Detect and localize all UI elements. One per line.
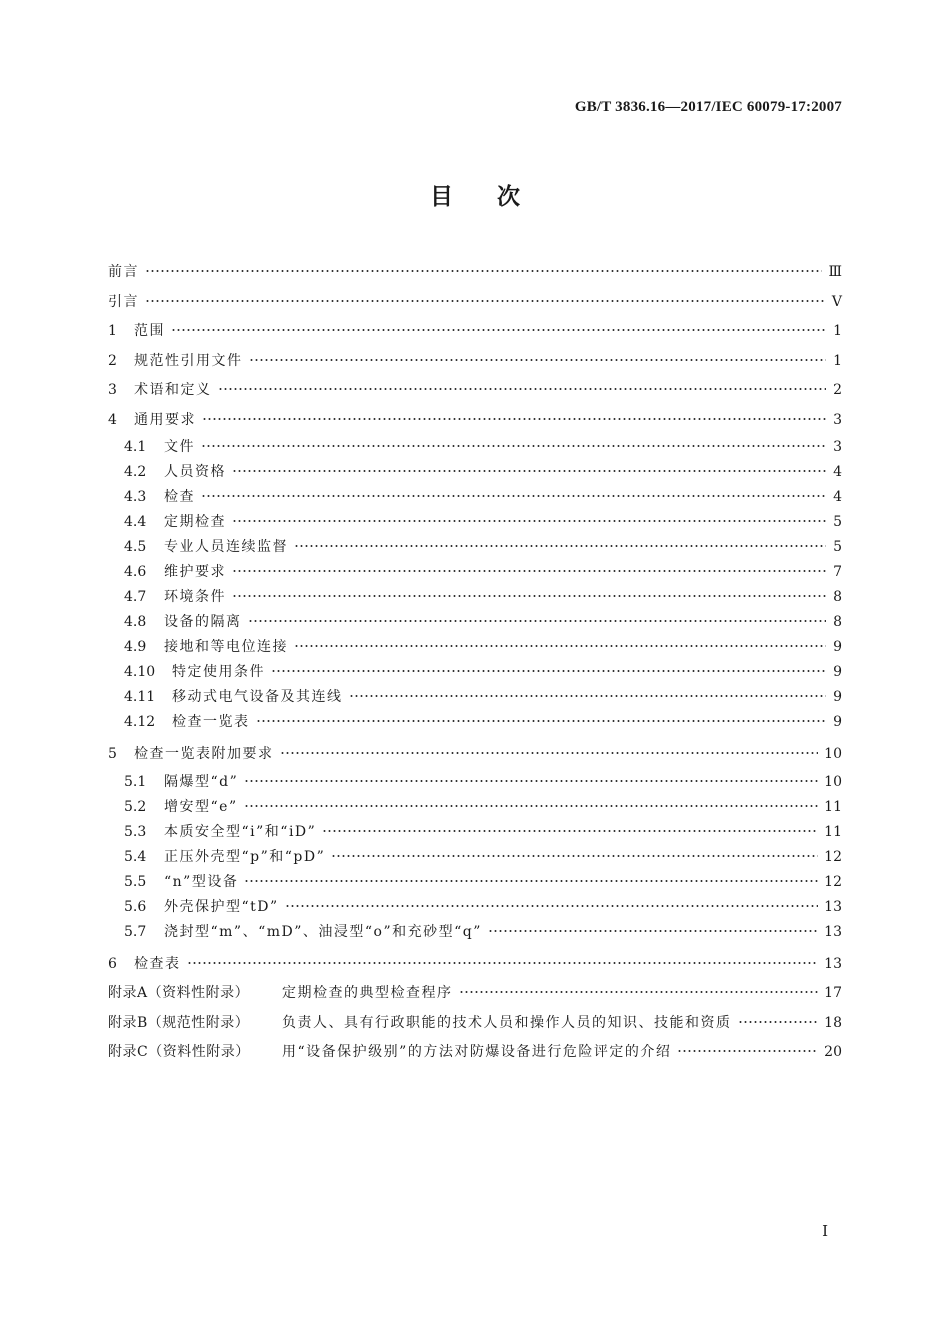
- toc-entry-page: 9: [833, 639, 842, 655]
- toc-entry[interactable]: [108, 895, 842, 920]
- toc-entry[interactable]: [108, 660, 842, 685]
- toc-entry-title: 通用要求: [134, 411, 196, 428]
- toc-entry-number: 4: [108, 411, 117, 428]
- toc-entry-number: 4.4: [124, 514, 147, 530]
- toc-dot-leader: [349, 695, 827, 697]
- toc-entry-page: 12: [824, 848, 842, 865]
- toc-entry[interactable]: [108, 376, 842, 406]
- toc-entry-title: 范围: [134, 323, 165, 339]
- page-title: 目次: [430, 184, 564, 210]
- toc-entry-page: 11: [824, 798, 842, 815]
- toc-entry-number: 5.6: [124, 898, 147, 915]
- toc-entry-number: 5.2: [124, 798, 147, 815]
- toc-dot-leader: [145, 300, 826, 302]
- toc-entry[interactable]: [108, 317, 842, 347]
- toc-dot-leader: [249, 359, 827, 361]
- toc-entry-page: 9: [833, 664, 842, 680]
- toc-entry-title: 特定使用条件: [172, 664, 265, 680]
- toc-entry[interactable]: [108, 510, 842, 535]
- toc-dot-leader: [256, 720, 827, 722]
- toc-entry-page: 11: [824, 823, 842, 840]
- toc-entry[interactable]: [108, 920, 842, 945]
- toc-entry-page: 10: [824, 773, 842, 790]
- toc-entry-page: Ⅴ: [831, 293, 842, 310]
- toc-entry-page: 8: [833, 589, 842, 605]
- toc-dot-leader: [244, 880, 818, 882]
- toc-entry-title: 人员资格: [164, 464, 226, 480]
- toc-entry-page: 4: [833, 464, 842, 480]
- toc-entry-number: 4.10: [124, 664, 156, 680]
- toc-entry[interactable]: [108, 406, 842, 436]
- toc-entry[interactable]: [108, 820, 842, 845]
- toc-entry-title: 检查一览表: [172, 714, 250, 730]
- toc-entry-title: 专业人员连续监督: [164, 539, 288, 555]
- toc-dot-leader: [202, 418, 826, 420]
- toc-entry-title: 外壳保护型“tD”: [164, 898, 279, 915]
- toc-entry-title: 隔爆型“d”: [164, 773, 239, 790]
- toc-dot-leader: [232, 570, 826, 572]
- toc-entry-title: 负责人、具有行政职能的技术人员和操作人员的知识、技能和资质: [282, 1014, 732, 1031]
- toc-entry[interactable]: [108, 485, 842, 510]
- toc-entry-page: 5: [833, 539, 842, 555]
- toc-entry-page: 2: [833, 382, 842, 398]
- toc-appendix-entry[interactable]: [108, 1009, 842, 1039]
- toc-entry[interactable]: [108, 347, 842, 377]
- toc-entry-number: 5.5: [124, 873, 147, 890]
- toc-entry-title: 环境条件: [164, 589, 226, 605]
- toc-entry[interactable]: [108, 535, 842, 560]
- toc-entry-number: 4.5: [124, 539, 147, 555]
- toc-dot-leader: [187, 962, 819, 964]
- toc-entry-page: 7: [833, 564, 842, 580]
- toc-entry-page: 20: [824, 1044, 842, 1060]
- toc-entry-page: 1: [833, 323, 842, 339]
- toc-entry-number: 4.12: [124, 714, 156, 730]
- toc-entry[interactable]: [108, 460, 842, 485]
- toc-dot-leader: [244, 805, 819, 807]
- toc-entry-page: 18: [824, 1014, 842, 1031]
- toc-entry-number: 4.9: [124, 639, 147, 655]
- toc-entry-number: 4.6: [124, 564, 147, 580]
- toc-entry[interactable]: [108, 740, 842, 770]
- table-of-contents: [108, 258, 842, 1068]
- toc-dot-leader: [201, 445, 826, 447]
- toc-entry-page: 13: [824, 923, 842, 940]
- toc-entry-page: 13: [824, 955, 842, 972]
- toc-entry[interactable]: [108, 845, 842, 870]
- toc-entry-number: 4.3: [124, 489, 147, 505]
- toc-entry[interactable]: [108, 710, 842, 735]
- toc-dot-leader: [294, 545, 826, 547]
- toc-dot-leader: [145, 270, 822, 272]
- page-number: Ⅰ: [822, 1224, 828, 1240]
- toc-entry-title: 术语和定义: [134, 382, 212, 398]
- toc-entry-number: 4.1: [124, 439, 147, 455]
- toc-entry-title: 接地和等电位连接: [164, 639, 288, 655]
- toc-dot-leader: [271, 670, 826, 672]
- toc-entry-page: Ⅲ: [828, 264, 842, 280]
- toc-entry-page: 3: [833, 439, 842, 455]
- toc-entry[interactable]: [108, 585, 842, 610]
- toc-entry-page: 10: [824, 746, 842, 762]
- toc-entry[interactable]: [108, 770, 842, 795]
- standard-code: GB/T 3836.16—2017/IEC 60079-17:2007: [574, 99, 842, 115]
- toc-entry-title: 定期检查: [164, 514, 226, 530]
- toc-dot-leader: [677, 1050, 818, 1052]
- toc-entry[interactable]: [108, 435, 842, 460]
- toc-dot-leader: [331, 855, 818, 857]
- toc-entry-number: 附录B（规范性附录）: [108, 1014, 250, 1031]
- toc-entry[interactable]: [108, 870, 842, 895]
- toc-entry-number: 5.7: [124, 923, 147, 940]
- toc-entry-page: 5: [833, 514, 842, 530]
- toc-entry-number: 3: [108, 382, 117, 398]
- toc-entry-number: 1: [108, 323, 117, 339]
- toc-dot-leader: [218, 388, 827, 390]
- toc-entry-title: 文件: [164, 439, 195, 455]
- toc-entry-number: 5.3: [124, 823, 147, 840]
- toc-entry-title: 增安型“e”: [164, 798, 238, 815]
- toc-entry-title: “n”型设备: [164, 873, 239, 890]
- toc-entry-title: 规范性引用文件: [134, 352, 243, 369]
- toc-entry[interactable]: [108, 288, 842, 318]
- toc-dot-leader: [280, 752, 819, 754]
- toc-dot-leader: [322, 830, 818, 832]
- toc-entry[interactable]: [108, 258, 842, 288]
- toc-entry-title: 检查一览表附加要求: [134, 746, 274, 762]
- toc-entry-page: 1: [833, 352, 842, 369]
- toc-entry-number: 4.2: [124, 464, 147, 480]
- toc-entry[interactable]: [108, 610, 842, 635]
- toc-entry[interactable]: [108, 950, 842, 980]
- toc-dot-leader: [171, 329, 826, 331]
- toc-entry-number: 5.1: [124, 773, 147, 790]
- toc-entry-page: 13: [824, 898, 842, 915]
- toc-entry-page: 3: [833, 411, 842, 428]
- toc-dot-leader: [232, 470, 826, 472]
- toc-entry[interactable]: [108, 795, 842, 820]
- toc-dot-leader: [488, 930, 818, 932]
- toc-dot-leader: [244, 780, 818, 782]
- toc-entry-page: 4: [833, 489, 842, 505]
- toc-entry-page: 9: [833, 714, 842, 730]
- toc-entry-title: 检查: [164, 489, 195, 505]
- toc-entry-title: 设备的隔离: [164, 614, 242, 630]
- toc-dot-leader: [738, 1021, 819, 1023]
- toc-entry-title: 检查表: [134, 955, 181, 972]
- toc-entry-number: 4.8: [124, 614, 147, 630]
- toc-entry-number: 附录C（资料性附录）: [108, 1044, 250, 1060]
- toc-entry[interactable]: [108, 560, 842, 585]
- toc-entry[interactable]: [108, 635, 842, 660]
- toc-appendix-entry[interactable]: [108, 979, 842, 1009]
- toc-dot-leader: [459, 991, 819, 993]
- toc-entry-title: 正压外壳型“p”和“pD”: [164, 848, 326, 865]
- toc-entry-page: 17: [824, 985, 842, 1001]
- toc-dot-leader: [248, 620, 827, 622]
- toc-entry-number: 2: [108, 352, 117, 369]
- toc-appendix-entry[interactable]: [108, 1038, 842, 1068]
- toc-entry-number: 6: [108, 955, 117, 972]
- toc-entry-number: 附录A（资料性附录）: [108, 985, 250, 1001]
- toc-entry-title: 浇封型“m”、“mD”、油浸型“o”和充砂型“q”: [164, 923, 482, 940]
- toc-entry-title: 前言: [108, 264, 139, 280]
- toc-dot-leader: [201, 495, 826, 497]
- toc-entry-number: 4.7: [124, 589, 147, 605]
- toc-entry-title: 本质安全型“i”和“iD”: [164, 823, 317, 840]
- toc-entry-page: 8: [833, 614, 842, 630]
- toc-dot-leader: [232, 595, 826, 597]
- toc-entry-number: 4.11: [124, 689, 156, 705]
- toc-entry-page: 9: [833, 689, 842, 705]
- toc-entry-title: 引言: [108, 293, 139, 310]
- toc-dot-leader: [285, 905, 819, 907]
- toc-dot-leader: [232, 520, 826, 522]
- toc-entry-number: 5.4: [124, 848, 147, 865]
- toc-entry-title: 移动式电气设备及其连线: [172, 689, 343, 705]
- toc-entry-page: 12: [824, 873, 842, 890]
- toc-entry-title: 定期检查的典型检查程序: [282, 985, 453, 1001]
- toc-dot-leader: [294, 645, 826, 647]
- toc-entry-title: 维护要求: [164, 564, 226, 580]
- toc-entry[interactable]: [108, 685, 842, 710]
- toc-entry-title: 用“设备保护级别”的方法对防爆设备进行危险评定的介绍: [282, 1044, 672, 1060]
- toc-entry-number: 5: [108, 746, 117, 762]
